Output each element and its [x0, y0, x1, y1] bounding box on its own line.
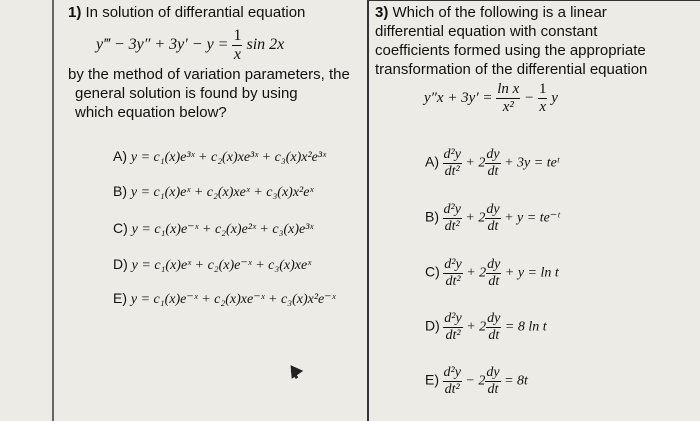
q3-option-d-label: D): [425, 317, 440, 334]
q3-option-c-dt2: dt²: [445, 274, 461, 289]
q1-option-d[interactable]: [113, 256, 311, 274]
q1-equation: [96, 28, 284, 63]
q3-option-a-dt2: dt²: [444, 164, 460, 179]
q1-option-d-label: D): [113, 256, 128, 272]
q3-option-d-d2: [443, 312, 462, 343]
q3-option-e-dt: dt: [487, 382, 499, 397]
q1-frac-den: x: [233, 46, 242, 63]
q3-option-a[interactable]: [425, 148, 559, 179]
q1-option-a-text: y = c₁(x)e³ˣ + c₂(x)xe³ˣ + c₃(x)x²e³ˣ: [130, 150, 327, 165]
q1-option-c-label: C): [113, 220, 128, 236]
q3-eq-frac1: [496, 82, 520, 115]
q1-number: 1): [68, 4, 82, 21]
q1-option-e[interactable]: [113, 290, 336, 308]
q3-option-d-d1: [486, 312, 501, 343]
q3-option-b-dy: dy: [486, 202, 500, 217]
top-border: [367, 0, 700, 1]
q1-line2: by the method of variation parameters, the: [68, 66, 350, 83]
q1-frac-num: 1: [233, 27, 242, 44]
q3-option-a-d1: [485, 148, 500, 179]
q1-option-c-text: y = c₁(x)e⁻ˣ + c₂(x)e²ˣ + c₃(x)e³ˣ: [131, 222, 314, 237]
q1-intro: In solution of differantial equation: [85, 4, 306, 21]
q3-equation: [424, 82, 558, 115]
q1-option-b-label: B): [113, 183, 127, 199]
q3-option-a-d2: [443, 148, 462, 179]
q3-line4: transformation of the differential equation: [375, 61, 648, 78]
q3-option-e-d1: [485, 366, 500, 397]
q3-option-b-label: B): [425, 208, 439, 225]
q3-line1: [375, 4, 607, 22]
q3-eq-frac2-den: x: [539, 99, 547, 115]
q3-option-a-dy: dy: [486, 147, 500, 162]
q3-option-a-plus: + 2: [461, 155, 486, 171]
q3-eq-minus: −: [520, 89, 538, 106]
q3-option-b[interactable]: [425, 203, 560, 234]
q3-option-b-plus: + 2: [461, 210, 486, 226]
q3-option-e-d2: [443, 366, 462, 397]
q3-option-d-dt2: dt²: [445, 328, 461, 343]
q3-number: 3): [375, 4, 389, 21]
q3-option-c[interactable]: [425, 258, 559, 289]
q3-option-d-plus: + 2: [462, 319, 487, 335]
q1-option-b-text: y = c₁(x)eˣ + c₂(x)xeˣ + c₃(x)x²eˣ: [130, 185, 314, 200]
q3-option-a-d2y: d²y: [443, 147, 461, 162]
q1-option-d-text: y = c₁(x)eˣ + c₂(x)e⁻ˣ + c₃(x)xeˣ: [131, 258, 312, 273]
q3-option-d-d2y: d²y: [444, 311, 462, 326]
q3-option-e-label: E): [425, 371, 439, 388]
q3-option-b-d2y: d²y: [443, 202, 461, 217]
q3-eq-frac1-den: x²: [502, 99, 514, 115]
q1-option-a-label: A): [113, 148, 127, 164]
q3-option-e-d2y: d²y: [443, 365, 461, 380]
q3-option-e-rest: = 8t: [500, 373, 528, 389]
q3-eq-frac2-num: 1: [538, 81, 547, 97]
q3-option-d[interactable]: [425, 312, 547, 343]
q3-option-e-plus: − 2: [461, 373, 486, 389]
q3-option-b-rest: + y = te⁻ᵗ: [500, 210, 560, 226]
q1-line1: [68, 4, 305, 22]
q3-option-c-plus: + 2: [462, 265, 487, 281]
q3-option-c-rest: + y = ln t: [501, 265, 559, 281]
q3-option-b-d2: [443, 203, 462, 234]
left-margin-line: [52, 0, 54, 421]
q3-option-e[interactable]: [425, 366, 528, 397]
q1-line4: which equation below?: [75, 104, 227, 121]
q3-option-c-d1: [486, 258, 501, 289]
q3-option-b-dt: dt: [487, 219, 499, 234]
q3-option-c-label: C): [425, 263, 440, 280]
q3-eq-frac1-num: ln x: [497, 81, 520, 97]
q3-eq-tail: y: [547, 89, 558, 106]
q3-option-e-dy: dy: [486, 365, 500, 380]
q3-option-a-rest: + 3y = teᵗ: [500, 155, 560, 171]
q1-option-b[interactable]: [113, 183, 313, 201]
q1-option-a[interactable]: [113, 148, 326, 166]
q1-equation-fraction: [232, 28, 242, 63]
q1-line3: general solution is found by using: [75, 85, 298, 102]
q3-option-a-dt: dt: [487, 164, 499, 179]
q3-option-b-d1: [485, 203, 500, 234]
q3-eq-lhs: y″x + 3y′ =: [424, 89, 497, 106]
q3-option-e-dt2: dt²: [444, 382, 460, 397]
q1-option-c[interactable]: [113, 220, 313, 238]
q1-equation-tail: sin 2x: [242, 36, 285, 54]
q3-option-a-label: A): [425, 153, 439, 170]
q3-option-c-d2: [443, 258, 462, 289]
q3-option-d-dt: dt: [488, 328, 500, 343]
q3-option-d-rest: = 8 ln t: [501, 319, 547, 335]
q3-line2: differential equation with constant: [375, 23, 598, 40]
q3-option-b-dt2: dt²: [444, 219, 460, 234]
q3-option-c-dy: dy: [487, 257, 501, 272]
column-divider: [367, 0, 369, 421]
q3-option-d-dy: dy: [487, 311, 501, 326]
q3-option-c-dt: dt: [488, 274, 500, 289]
q3-line3: coefficients formed using the appropriate: [375, 42, 646, 59]
q1-equation-lhs: y‴ − 3y″ + 3y′ − y =: [96, 36, 233, 54]
q1-option-e-label: E): [113, 290, 127, 306]
q3-intro: Which of the following is a linear: [392, 4, 607, 21]
q1-option-e-text: y = c₁(x)e⁻ˣ + c₂(x)xe⁻ˣ + c₃(x)x²e⁻ˣ: [130, 292, 336, 307]
q3-option-c-d2y: d²y: [444, 257, 462, 272]
